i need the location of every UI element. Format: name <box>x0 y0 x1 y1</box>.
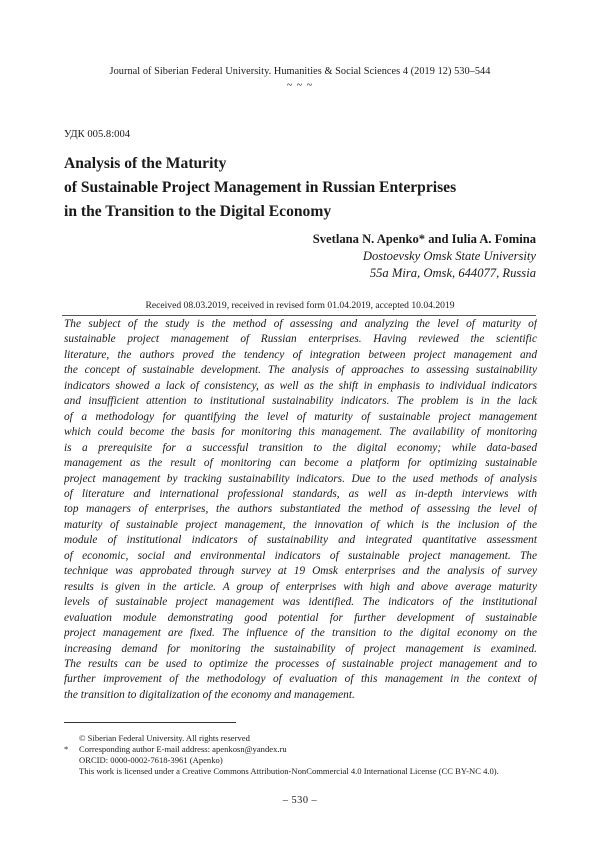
author-affiliation: Dostoevsky Omsk State University <box>362 249 536 263</box>
article-title <box>64 152 544 224</box>
title-line: of Sustainable Project Management in Russian Enterprises <box>64 179 457 196</box>
page-number: – 530 – <box>282 795 318 806</box>
abstract <box>64 317 537 703</box>
abstract-line: literature, the authors proved the tendency of integration between project management and <box>64 348 537 361</box>
abstract-line: the transition to digitalization of the economy and management. <box>64 688 355 701</box>
footnote-star: * <box>64 744 69 754</box>
abstract-line: results is given in the article. A group of enterprises with high and above average maturity <box>64 580 537 593</box>
abstract-line: indicators showed a lack of consistency, as well as the shift in emphasis to individual indicators <box>64 379 537 392</box>
abstract-line: module of institutional indicators of sustainability and integrated quantitative assessment <box>64 534 537 547</box>
abstract-line: management as the result of monitoring can become a platform for optimizing sustainable <box>64 457 537 470</box>
author-address: 55a Mira, Omsk, 644077, Russia <box>369 266 536 280</box>
author-block <box>313 231 536 282</box>
copyright-note: © Siberian Federal University. All rights reserved <box>79 733 250 743</box>
footnote-divider <box>64 722 236 723</box>
journal-header: Journal of Siberian Federal University. Humanities & Social Sciences 4 (2019 12) 530–544 <box>109 66 491 77</box>
abstract-line: The results can be used to optimize the processes of sustainable project management and to <box>64 657 537 670</box>
orcid-note: ORCID: 0000-0002-7618-3961 (Apenko) <box>79 755 223 765</box>
abstract-line: is a prerequisite for a successful transition to the digital economy; while data-based <box>64 441 537 454</box>
author-names: Svetlana N. Apenko* and Iulia A. Fomina <box>312 232 536 246</box>
abstract-line: project management are fixed. The influence of the transition to the digital economy on the <box>64 627 537 640</box>
received-dates: Received 08.03.2019, received in revised form 01.04.2019, accepted 10.04.2019 <box>145 300 455 311</box>
abstract-line: maturity of sustainable project management, the innovation of which is the inclusion of the <box>64 518 537 531</box>
abstract-line: the concept of sustainable development. The analysis of approaches to assessing sustainability <box>64 364 537 377</box>
abstract-line: top managers of enterprises, the authors substantiated the method of assessing the level of <box>64 503 537 516</box>
abstract-line: levels of sustainable project management was identified. The indicators of the institutional <box>64 596 537 609</box>
abstract-line: evaluation module demonstrating good potential for further development of sustainable <box>64 611 537 624</box>
header-separator: ~ ~ ~ <box>286 80 314 91</box>
abstract-line: further improvement of the methodology of evaluation of this management in the context of <box>64 673 537 686</box>
title-line: in the Transition to the Digital Economy <box>64 203 332 220</box>
title-line: Analysis of the Maturity <box>64 155 227 172</box>
abstract-line: project management by tracking sustainability indicators. Due to the used methods of analysis <box>64 472 537 485</box>
udc-code: УДК 005.8:004 <box>64 129 131 140</box>
divider <box>62 315 536 316</box>
corresponding-author-note: Corresponding author E-mail address: apenkosn@yandex.ru <box>79 744 287 754</box>
license-note: This work is licensed under a Creative Commons Attribution-NonCommercial 4.0 International License (CC BY-NC 4.0). <box>79 766 499 776</box>
abstract-line: increasing demand for monitoring the sustainability of project management is examined. <box>64 642 537 655</box>
abstract-line: of economic, social and environmental indicators of sustainable project management. The <box>64 549 537 562</box>
abstract-line: The subject of the study is the method of assessing and analyzing the level of maturity of <box>64 318 537 330</box>
abstract-line: of literature and international professional standards, as well as in-depth interviews with <box>64 487 537 500</box>
abstract-line: which could become the basis for monitoring this management. The availability of monitoring <box>64 426 537 439</box>
abstract-line: technique was approbated through survey at 19 Omsk enterprises and the analysis of survey <box>64 565 537 578</box>
footnotes <box>64 733 499 777</box>
abstract-line: sustainable project management of Russian enterprises. Having reviewed the scientific <box>64 333 537 346</box>
abstract-line: of a methodology for quantifying the level of maturity of sustainable project management <box>64 410 537 423</box>
abstract-line: and insufficient attention to institutional sustainability indicators. The problem is in the lack <box>64 395 537 408</box>
